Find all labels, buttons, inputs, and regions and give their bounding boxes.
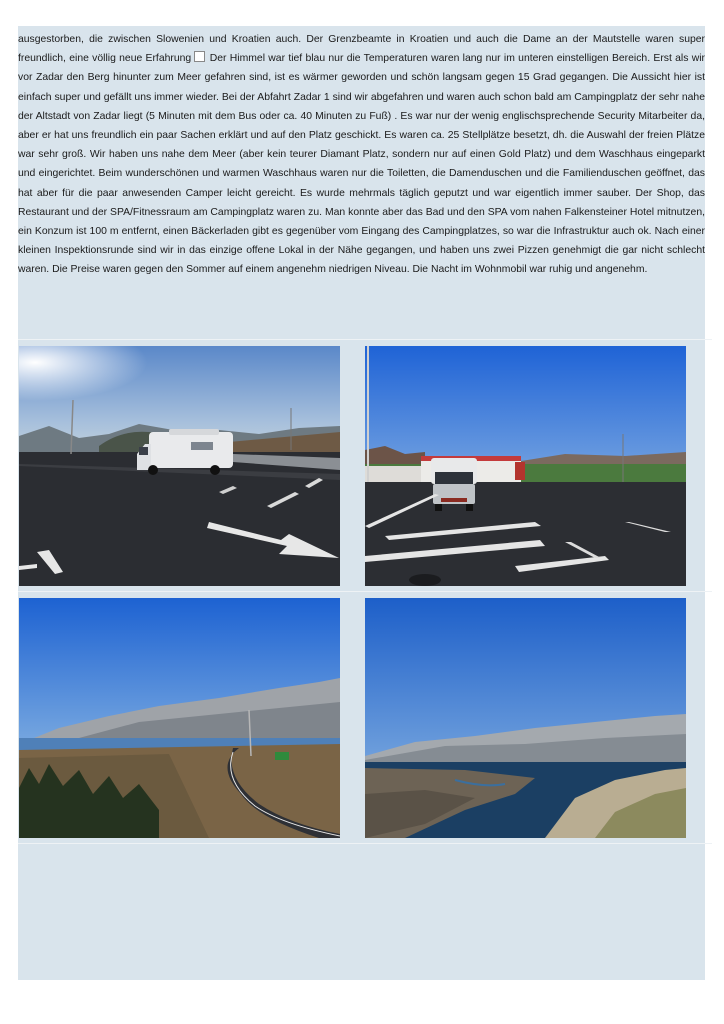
photo-motorhome-rest-area	[19, 346, 340, 586]
separator	[18, 591, 712, 592]
photo-coastal-bay	[365, 598, 686, 838]
article-text	[18, 30, 705, 280]
separator	[18, 843, 712, 844]
article-text-part-1: ausgestorben, die zwischen Slowenien und Kroatien auch. Der Grenzbeamte in Kroatien und auch die Dame an der Mautstelle waren super freundlich, eine völlig neue Erfahrung	[18, 34, 705, 65]
photo-motorhome-gas-station	[365, 346, 686, 586]
emoji-placeholder-icon	[194, 51, 205, 62]
photo-mountain-road	[19, 598, 340, 838]
article-text-part-2: Der Himmel war tief blau nur die Temperaturen waren lang nur im unteren einstelligen Bereich. Erst als wir vor Zadar den Berg hinunter zum Meer gefahren sind, ist es wärmer geworden und schön langsam gegen 15 Grad gegangen. Die Aussicht hier ist einfach super und gefällt uns immer wieder. Bei der Abfahrt Zadar 1 sind wir abgefahren und waren auch schon bald am Campingplatz der sehr nahe der Altstadt von Zadar liegt (5 Minuten mit dem Bus oder ca. 40 Minuten zu Fuß) . Es war nur der wenig englischsprechende Security Mitarbeiter da, aber er hat uns freundlich ein paar Sachen erklärt und auf den Platz geschickt. Es waren ca. 25 Stellplätze besetzt, dh. die Auswahl der freien Plätze war sehr groß. Wir haben uns nahe dem Meer (aber kein teurer Diamant Platz, sondern nur auf einen Gold Platz) und dem Waschhaus eingeparkt und eingerichtet. Beim wunderschönen und warmen Waschhaus waren nur die Toiletten, die Damenduschen und die Familienduschen geöffnet, das hat aber für die paar anwesenden Camper leicht gereicht. Es wurde mehrmals täglich geputzt und war eigentlich immer sauber. Der Shop, das Restaurant und der SPA/Fitnessraum am Campingplatz waren zu. Man konnte aber das Bad und den SPA vom nahen Falkensteiner Hotel mitnutzen, ein Konzum ist 100 m entfernt, einen Bäckerladen gibt es gegenüber vom Eingang des Campingplatzes, so war die Infrastruktur auch ok. Nach einer kleinen Inspektionsrunde sind wir in das einzige offene Lokal in der Nähe gegangen, und haben uns zwei Pizzen genehmigt die gar nicht schlecht waren. Die Preise waren gegen den Sommer auf einem angenehm niedrigen Niveau. Die Nacht im Wohnmobil war ruhig und angenehm.	[18, 53, 705, 276]
separator	[18, 339, 712, 340]
